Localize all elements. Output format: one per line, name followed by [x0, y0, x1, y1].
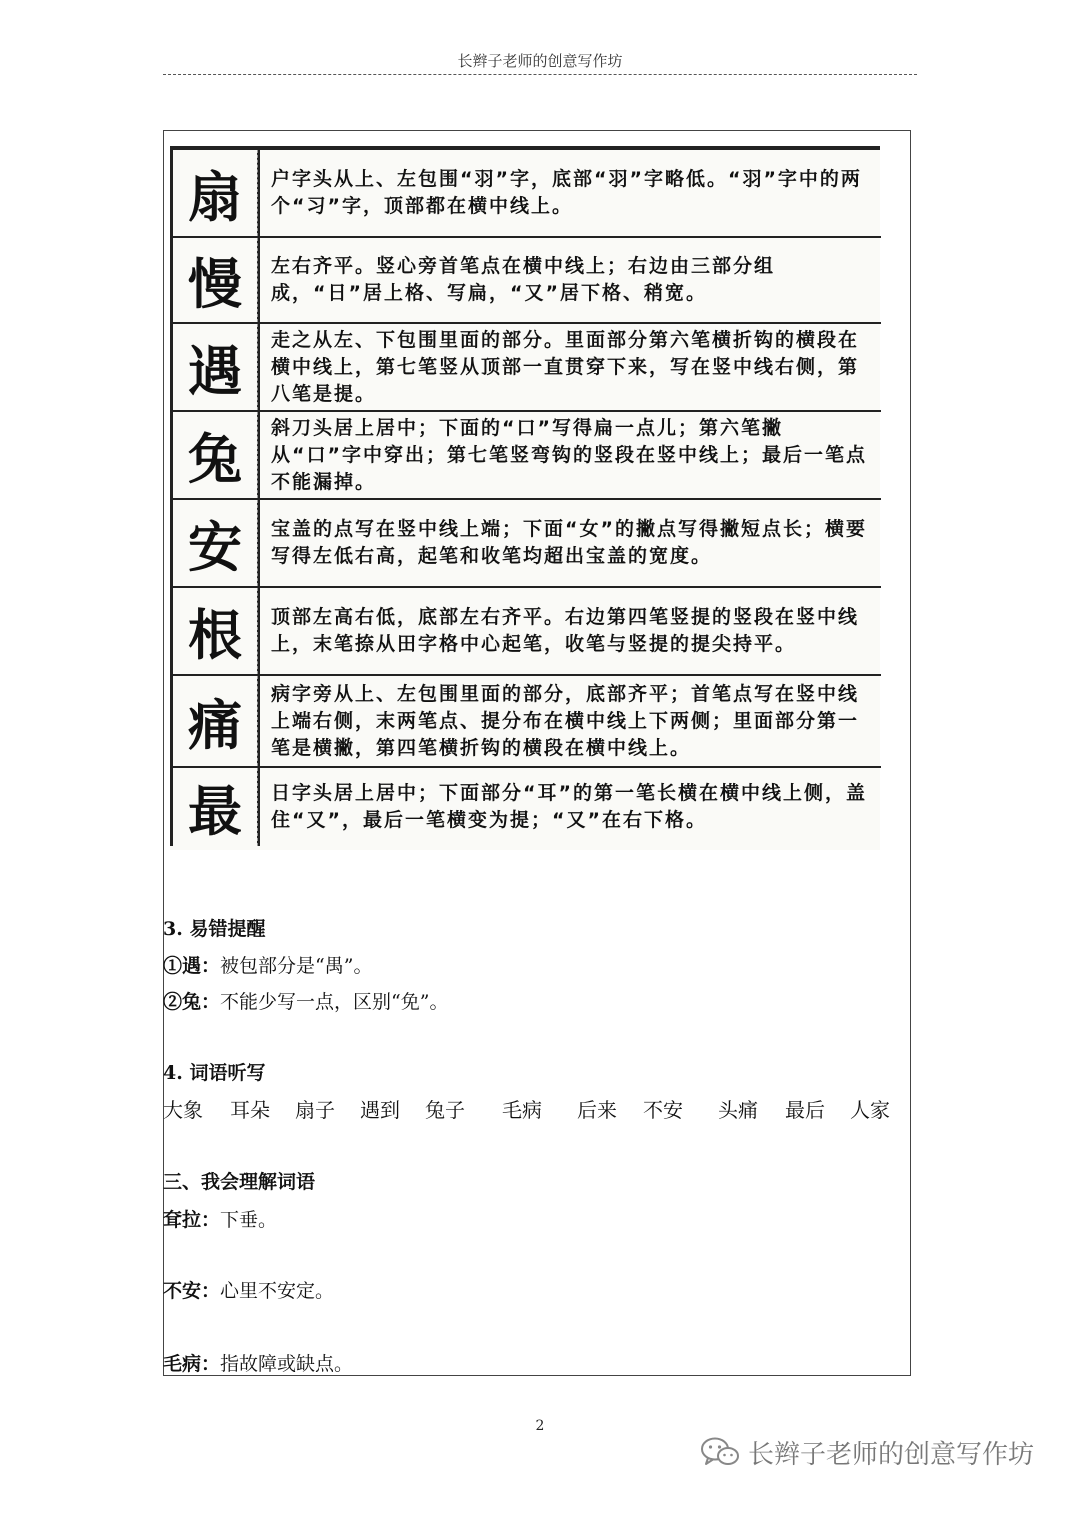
term-definition [163, 1349, 353, 1376]
term: 毛病： [163, 1353, 221, 1375]
dictation-word: 扇子 [295, 1098, 335, 1122]
char-row [170, 676, 881, 768]
dictation-word: 兔子 [425, 1098, 465, 1122]
char-description: 宝盖的点写在竖中线上端；下面“女”的撇点写得撇短点长；横要写得左低右高，起笔和收笔均超出宝盖的宽度。 [271, 518, 867, 567]
term-meaning: 下垂。 [220, 1209, 278, 1231]
char-row [170, 150, 881, 238]
char-glyph: 慢 [173, 238, 260, 322]
char-description: 走之从左、下包围里面的部分。里面部分第六笔横折钩的横段在横中线上，第七笔竖从顶部一直贯穿下来，写在竖中线右侧，第八笔是提。 [271, 328, 860, 405]
dictation-word: 遇到 [360, 1098, 400, 1122]
dictation-word: 人家 [850, 1098, 890, 1122]
char-row [170, 588, 881, 676]
guide-line [257, 588, 262, 674]
char-row [170, 324, 881, 412]
page-number: 2 [535, 1418, 545, 1434]
char-glyph: 遇 [173, 324, 260, 410]
section-4-heading: 4. 词语听写 [163, 1062, 266, 1084]
dictation-word: 耳朵 [230, 1098, 270, 1122]
term-definition [163, 1205, 277, 1232]
term-meaning: 心里不安定。 [220, 1280, 335, 1302]
mistake-label: ①遇： [163, 955, 221, 977]
section-3-heading: 3. 易错提醒 [163, 918, 266, 940]
character-guide-scan [170, 146, 880, 850]
char-description: 日字头居上居中；下面部分“耳”的第一笔长横在横中线上侧，盖住“又”，最后一笔横变为提；“又”在右下格。 [271, 782, 867, 831]
char-glyph: 根 [173, 588, 260, 674]
wechat-icon [700, 1435, 740, 1469]
term: 耷拉： [163, 1209, 221, 1231]
guide-line [257, 412, 262, 498]
guide-line [257, 150, 262, 236]
guide-line [257, 768, 262, 846]
dictation-word-list [163, 1094, 903, 1122]
mistake-item [163, 987, 448, 1014]
page-header-title: 长辫子老师的创意写作坊 [457, 52, 623, 70]
mistake-text: 不能少写一点，区别“免”。 [220, 991, 449, 1013]
dictation-word: 后来 [577, 1098, 617, 1122]
header-divider [163, 74, 917, 75]
section-iii-heading: 三、我会理解词语 [163, 1171, 316, 1193]
char-glyph: 兔 [173, 412, 260, 498]
char-description: 左右齐平。竖心旁首笔点在横中线上；右边由三部分组成，“日”居上格、写扁，“又”居下格、稍宽。 [271, 255, 776, 304]
char-glyph: 扇 [173, 150, 260, 236]
char-row [170, 500, 881, 588]
guide-line [257, 238, 262, 322]
char-description: 户字头从上、左包围“羽”字，底部“羽”字略低。“羽”字中的两个“习”字，顶部都在横中线上。 [271, 168, 862, 217]
char-description: 顶部左高右低，底部左右齐平。右边第四笔竖提的竖段在竖中线上，末笔捺从田字格中心起笔，收笔与竖提的提尖持平。 [271, 606, 860, 655]
dictation-word: 不安 [643, 1098, 683, 1122]
dictation-word: 毛病 [502, 1098, 542, 1122]
dictation-word: 大象 [163, 1098, 203, 1122]
term-definition [163, 1276, 334, 1303]
char-glyph: 痛 [173, 676, 260, 766]
mistake-item [163, 951, 372, 978]
char-glyph: 最 [173, 768, 260, 846]
mistake-label: ②兔： [163, 991, 221, 1013]
char-row [170, 238, 881, 324]
char-row [170, 412, 881, 500]
guide-line [257, 676, 262, 766]
char-glyph: 安 [173, 500, 260, 586]
watermark-text: 长辫子老师的创意写作坊 [748, 1439, 1035, 1470]
char-row [170, 768, 881, 846]
mistake-text: 被包部分是“禺”。 [220, 955, 373, 977]
term-meaning: 指故障或缺点。 [220, 1353, 354, 1375]
dictation-word: 头痛 [718, 1098, 758, 1122]
dictation-word: 最后 [785, 1098, 825, 1122]
watermark [700, 1432, 1034, 1472]
char-description: 病字旁从上、左包围里面的部分，底部齐平；首笔点写在竖中线上端右侧，末两笔点、提分布在横中线上下两侧；里面部分第一笔是横撇，第四笔横折钩的横段在横中线上。 [271, 682, 860, 759]
guide-line [257, 324, 262, 410]
guide-line [257, 500, 262, 586]
char-description: 斜刀头居上居中；下面的“口”写得扁一点儿；第六笔撇从“口”字中穿出；第七笔竖弯钩的竖段在竖中线上；最后一笔点不能漏掉。 [271, 416, 867, 493]
term: 不安： [163, 1280, 221, 1302]
